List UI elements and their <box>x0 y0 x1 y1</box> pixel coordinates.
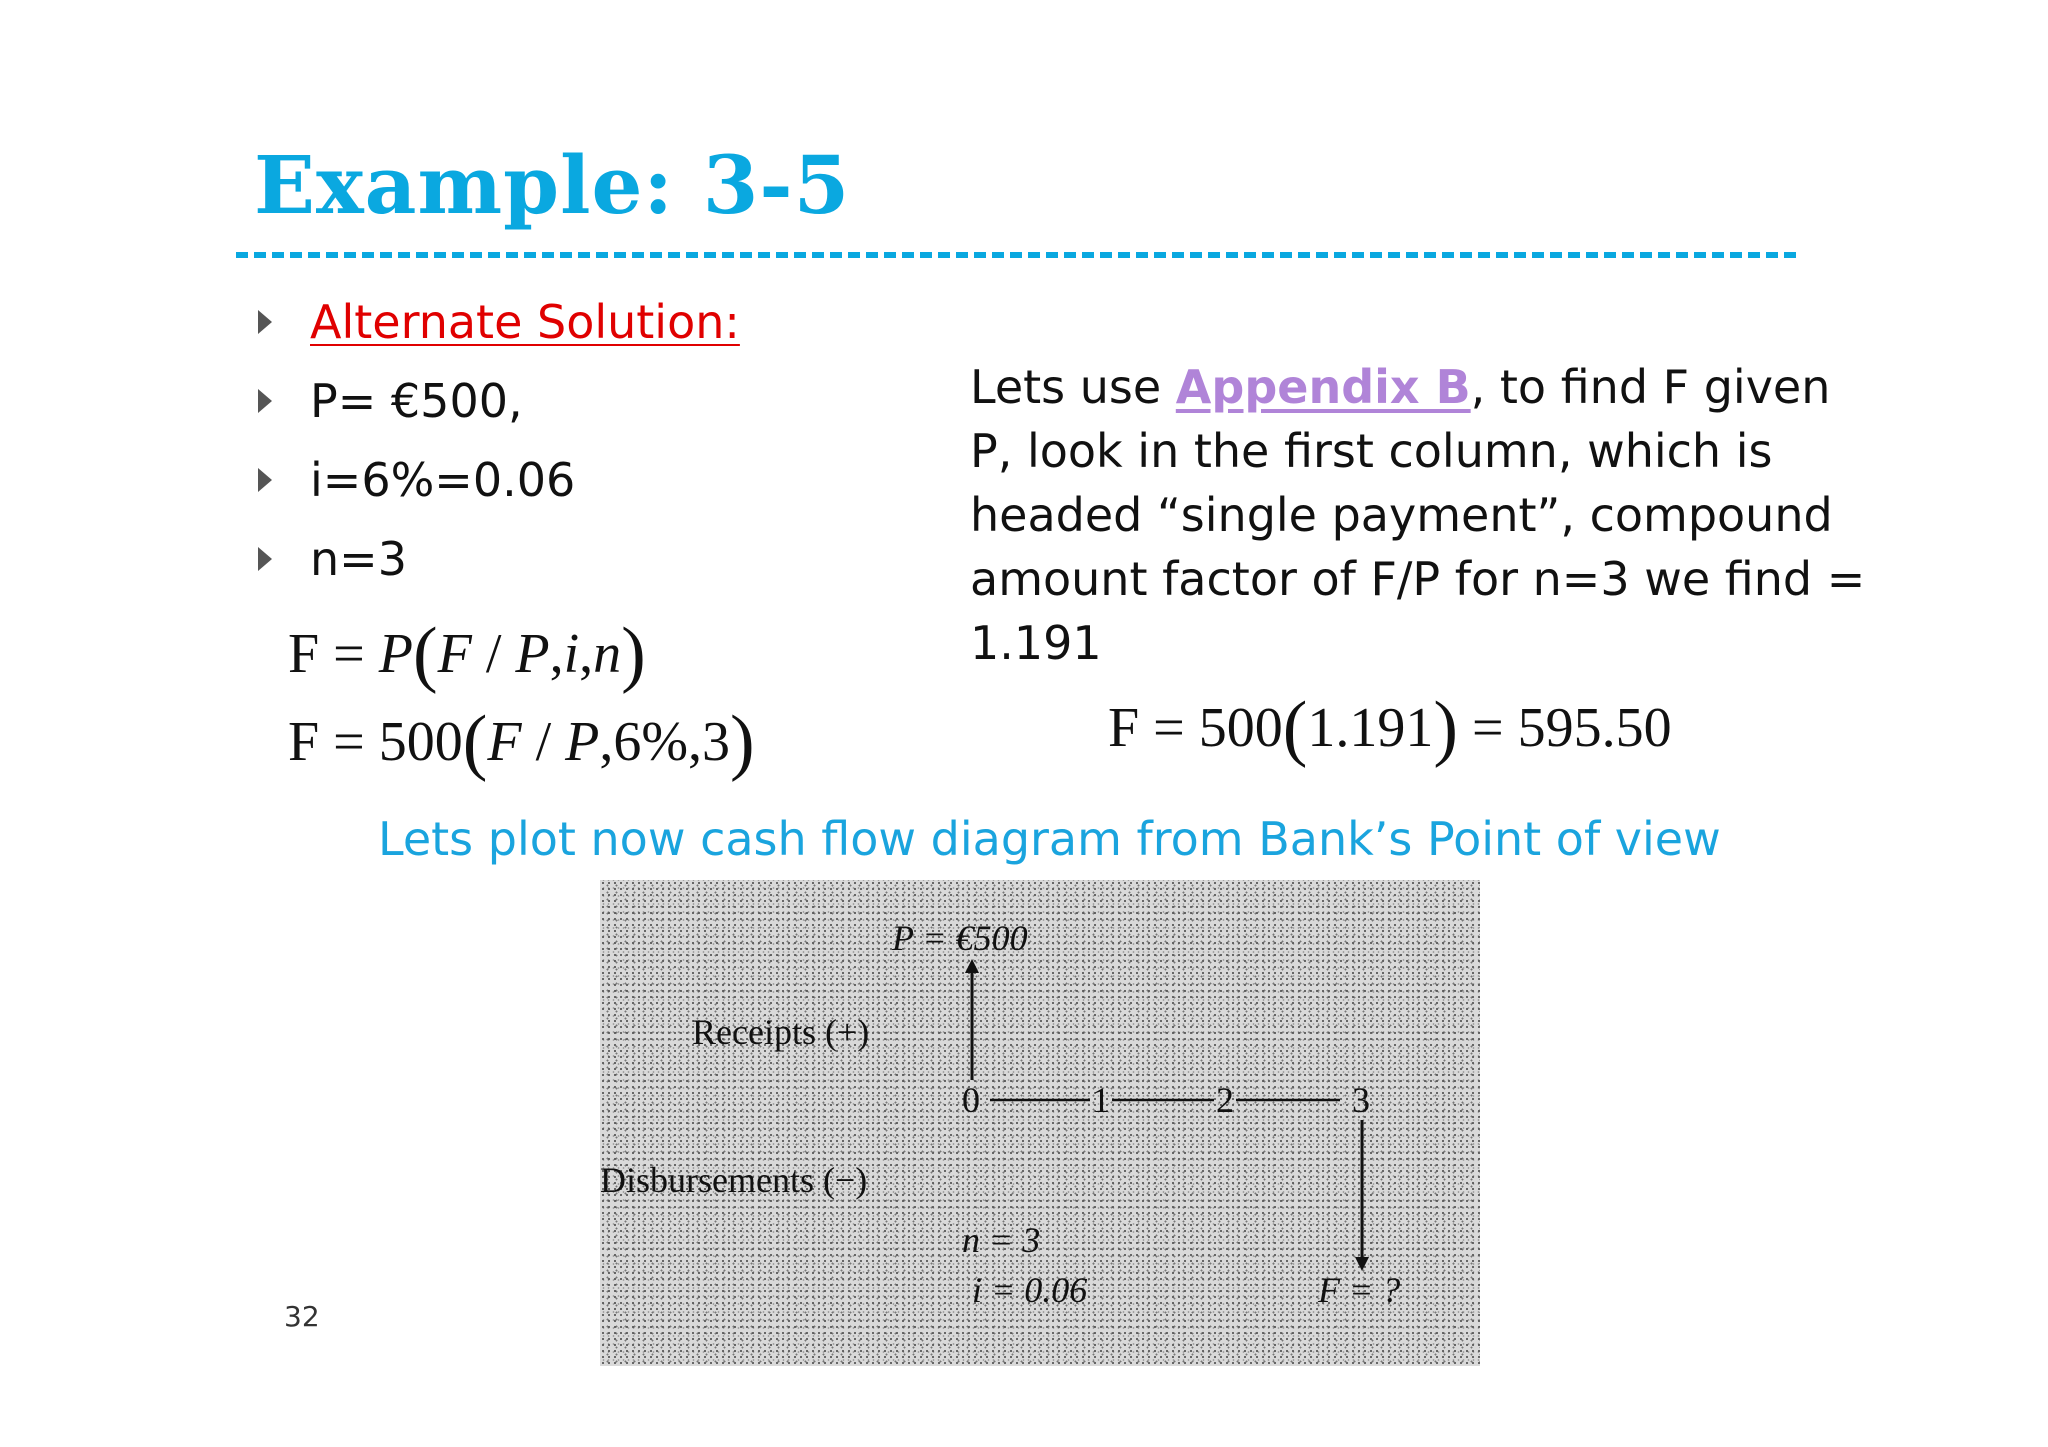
title-divider <box>236 252 1796 258</box>
page-number: 32 <box>284 1300 320 1333</box>
disbursements-label: Disbursements (−) <box>600 1160 868 1200</box>
diagram-caption: Lets plot now cash flow diagram from Bank’s Point of view <box>378 812 1721 866</box>
appendix-b-link[interactable]: Appendix B <box>1175 360 1471 414</box>
bullet-item <box>254 282 954 361</box>
n-label: n = 3 <box>962 1220 1041 1260</box>
bullet-item <box>254 361 954 440</box>
bullet-item <box>254 519 954 598</box>
bullet-arrow-icon <box>258 468 272 492</box>
bullet-item <box>254 440 954 519</box>
cash-flow-svg <box>600 880 1480 1366</box>
interest-rate: i=6%=0.06 <box>310 452 576 507</box>
bullet-arrow-icon <box>258 389 272 413</box>
period-label: 2 <box>1216 1080 1234 1120</box>
period-label: 0 <box>962 1080 980 1120</box>
bullet-list <box>254 282 954 598</box>
receipts-label: Receipts (+) <box>692 1012 870 1052</box>
period-label: 1 <box>1092 1080 1110 1120</box>
principal-value: P= €500, <box>310 373 523 428</box>
i-label: i = 0.06 <box>972 1270 1088 1310</box>
principal-label: P = €500 <box>892 918 1028 958</box>
cash-flow-diagram <box>600 880 1480 1366</box>
future-value-label: F = ? <box>1318 1270 1401 1310</box>
formula-general: F = P(F / P,i,n) <box>288 613 646 695</box>
alternate-solution-heading: Alternate Solution: <box>310 294 740 349</box>
explanation-text: Lets use Appendix B, to find F given P, look in the first column, which is headed “single payment”, compound amount factor of F/P for n=3 we find = 1.191 <box>970 360 1866 670</box>
period-count: n=3 <box>310 531 407 586</box>
formula-substituted: F = 500(F / P,6%,3) <box>288 701 755 783</box>
bullet-arrow-icon <box>258 310 272 334</box>
result-formula: F = 500(1.191) = 595.50 <box>1108 687 1672 769</box>
slide-title: Example: 3-5 <box>254 138 851 232</box>
period-label: 3 <box>1352 1080 1370 1120</box>
bullet-arrow-icon <box>258 547 272 571</box>
